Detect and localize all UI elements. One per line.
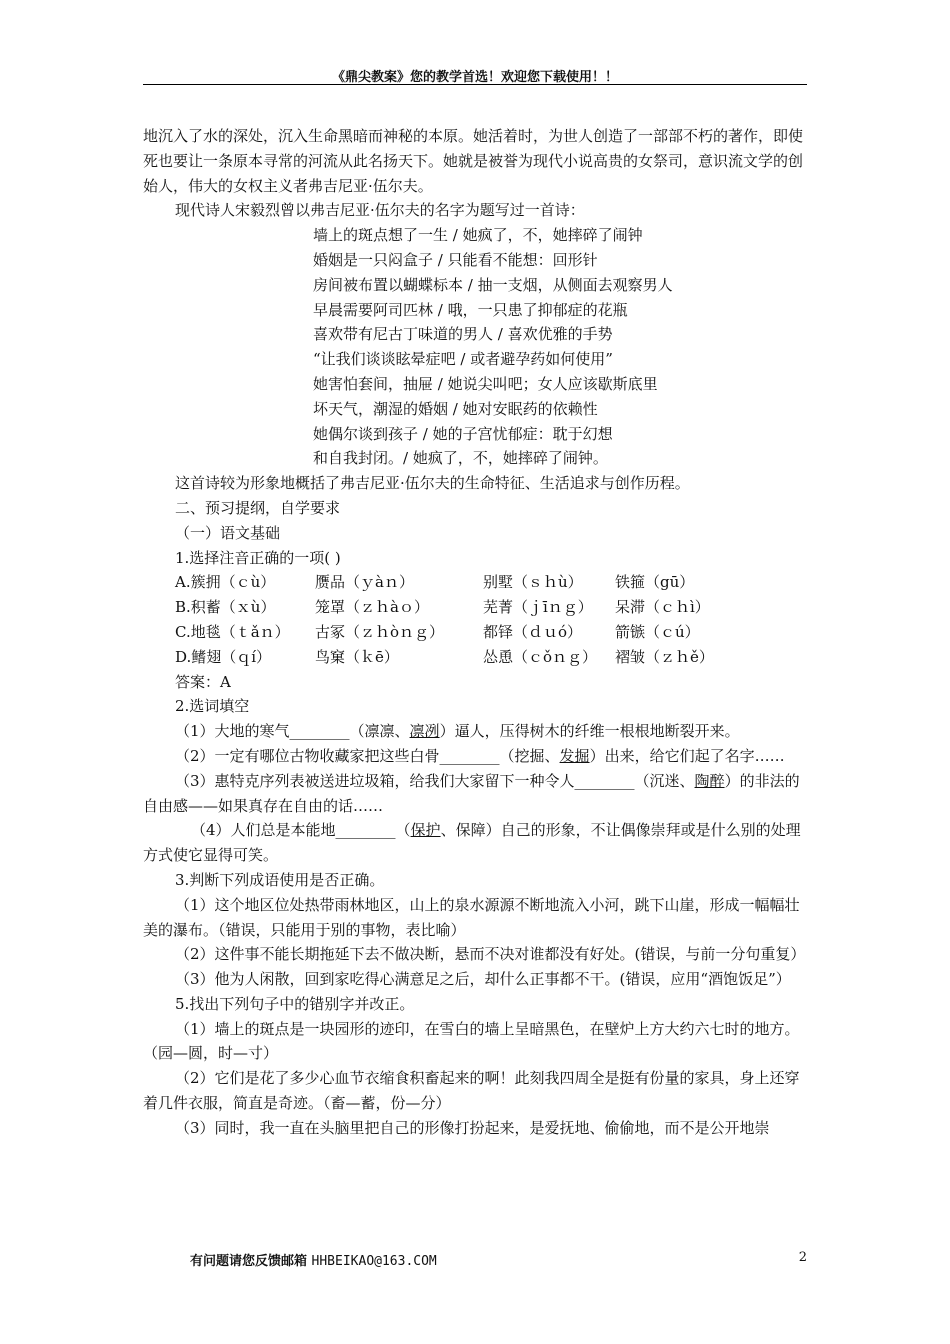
question-5-stem: 5.找出下列句子中的错别字并改正。 [175, 994, 415, 1013]
footer-email[interactable]: HHBEIKAO@163.COM [311, 1254, 437, 1269]
question-2-stem: 2.选词填空 [175, 697, 250, 716]
item-text: （1）大地的寒气________（凛凛、 [175, 722, 410, 741]
question-2-item [143, 818, 807, 868]
answer-underlined: 保护 [410, 821, 441, 840]
option-c [143, 620, 807, 645]
item-text: （4）人们总是本能地________（ [191, 821, 411, 840]
option-item: 怂恿（ｃǒｎｇ） [483, 647, 598, 666]
page-number: 2 [798, 1250, 807, 1265]
answer-underlined: 发掘 [559, 746, 590, 765]
answer-underlined: 陶醉 [694, 771, 725, 790]
intro-paragraph: 地沉入了水的深处，沉入生命黑暗而神秘的本原。她活着时，为世人创造了一部部不朽的著作，即使死也要让一条原本寻常的河流从此名扬天下。她就是被誉为现代小说高贵的女祭司，意识流文学的创始人，伟大的女权主义者弗吉尼亚·伍尔夫。 [143, 127, 804, 195]
poem-line: 她偶尔谈到孩子 / 她的子宫忧郁症：耽于幻想 [313, 424, 613, 443]
question-3-item: （1）这个地区位处热带雨林地区，山上的泉水源源不断地流入小河，跳下山崖，形成一幅幅壮美的瀑布。（错误，只能用于别的事物，表比喻） [143, 895, 800, 939]
question-5-item: （1）墙上的斑点是一块园形的迹印，在雪白的墙上呈暗黑色，在壁炉上方大约六七时的地方。（园—圆，时—寸） [143, 1019, 800, 1063]
poem-summary: 这首诗较为形象地概括了弗吉尼亚·伍尔夫的生命特征、生活追求与创作历程。 [175, 474, 690, 493]
poem-line: 坏天气，潮湿的婚姻 / 她对安眠药的依赖性 [313, 399, 598, 418]
option-item: 芜菁（ｊīｎｇ） [483, 598, 593, 617]
question-3-item: （3）他为人闲散，回到家吃得心满意足之后，却什么正事都不干。(错误，应用“酒饱饭足”） [175, 970, 791, 989]
document-body [143, 124, 807, 1141]
page-header: 《鼎尖教案》您的教学首选！欢迎您下载使用！！ [331, 70, 618, 85]
answer-underlined: 凛冽 [409, 722, 440, 741]
question-5-item: （2）它们是花了多少心血节衣缩食积畜起来的啊！此刻我四周全是挺有份量的家具，身上还穿着几件衣服，简直是奇迹。（畜—蓄，份—分） [143, 1069, 800, 1113]
item-text: （3）惠特克序列表被送进垃圾箱，给我们大家留下一种令人________（沉迷、 [175, 771, 695, 790]
header-divider [143, 84, 807, 85]
poem-line: 她害怕套间，抽屉 / 她说尖叫吧；女人应该歇斯底里 [313, 374, 658, 393]
section-heading: 二、预习提纲，自学要求 [175, 498, 341, 517]
question-1-stem: 1.选择注音正确的一项( ) [175, 548, 341, 567]
poem [143, 223, 807, 471]
question-2-item [143, 719, 807, 744]
question-3-item: （2）这件事不能长期拖延下去不做决断，悬而不决对谁都没有好处。(错误，与前一分句重复） [175, 945, 806, 964]
question-1-answer: 答案：A [175, 672, 231, 691]
option-item: 都铎（ｄｕó） [483, 622, 583, 641]
item-text: ）出来，给它们起了名字…… [589, 746, 785, 765]
option-item: C.地毯（ｔǎｎ） [175, 622, 290, 641]
poem-line: “让我们谈谈眩晕症吧 / 或者避孕药如何使用” [313, 350, 613, 369]
option-item: 鸟窠（ｋē） [315, 647, 399, 666]
question-5-item: （3）同时，我一直在头脑里把自己的形像打扮起来，是爱抚地、偷偷地，而不是公开地崇 [175, 1118, 770, 1137]
poem-line: 喜欢带有尼古丁味道的男人 / 喜欢优雅的手势 [313, 325, 613, 344]
footer-label: 有问题请您反馈邮箱 [190, 1254, 312, 1269]
item-text: 、保障）自己的形象，不让偶像崇拜或是什么别的处理方式使它显得可笑。 [143, 821, 801, 865]
poem-line: 和自我封闭。/ 她疯了，不，她摔碎了闹钟。 [313, 449, 608, 468]
option-item: 古冢（ｚｈòｎｇ） [315, 622, 445, 641]
poem-line: 墙上的斑点想了一生 / 她疯了，不，她摔碎了闹钟 [313, 226, 643, 245]
poem-line: 早晨需要阿司匹林 / 哦，一只患了抑郁症的花瓶 [313, 300, 628, 319]
option-item: D.鳍翅（ｑí） [175, 647, 272, 666]
option-d [143, 645, 807, 670]
item-text: （2）一定有哪位古物收藏家把这些白骨________（挖掘、 [175, 746, 560, 765]
option-item: 褶皱（ｚｈě） [615, 647, 714, 666]
subsection-heading: （一）语文基础 [175, 523, 281, 542]
option-item: 赝品（ｙàｎ） [315, 573, 414, 592]
option-item: 铁箍（gū） [615, 573, 695, 592]
option-a [143, 570, 807, 595]
option-item: A.簇拥（ｃù） [175, 573, 276, 592]
option-item: B.积蓄（ｘù） [175, 598, 276, 617]
question-2-item [143, 744, 807, 769]
option-item: 笼罩（ｚｈàｏ） [315, 598, 429, 617]
option-item: 别墅（ｓｈù） [483, 573, 583, 592]
question-2-item [143, 769, 807, 819]
option-item: 箭镞（ｃú） [615, 622, 700, 641]
poem-line: 房间被布置以蝴蝶标本 / 抽一支烟，从侧面去观察男人 [313, 275, 673, 294]
option-item: 呆滞（ｃｈì） [615, 598, 710, 617]
item-text: ）逼人，压得树木的纤维一根根地断裂开来。 [439, 722, 740, 741]
question-3-stem: 3.判断下列成语使用是否正确。 [175, 870, 385, 889]
item-text: ）的非法的自由感——如果真存在自由的话…… [143, 771, 800, 815]
option-b [143, 595, 807, 620]
page-footer [190, 1250, 437, 1269]
poem-line: 婚姻是一只闷盒子 / 只能看不能想：回形针 [313, 250, 598, 269]
intro-poem-lead: 现代诗人宋毅烈曾以弗吉尼亚·伍尔夫的名字为题写过一首诗： [175, 201, 585, 220]
